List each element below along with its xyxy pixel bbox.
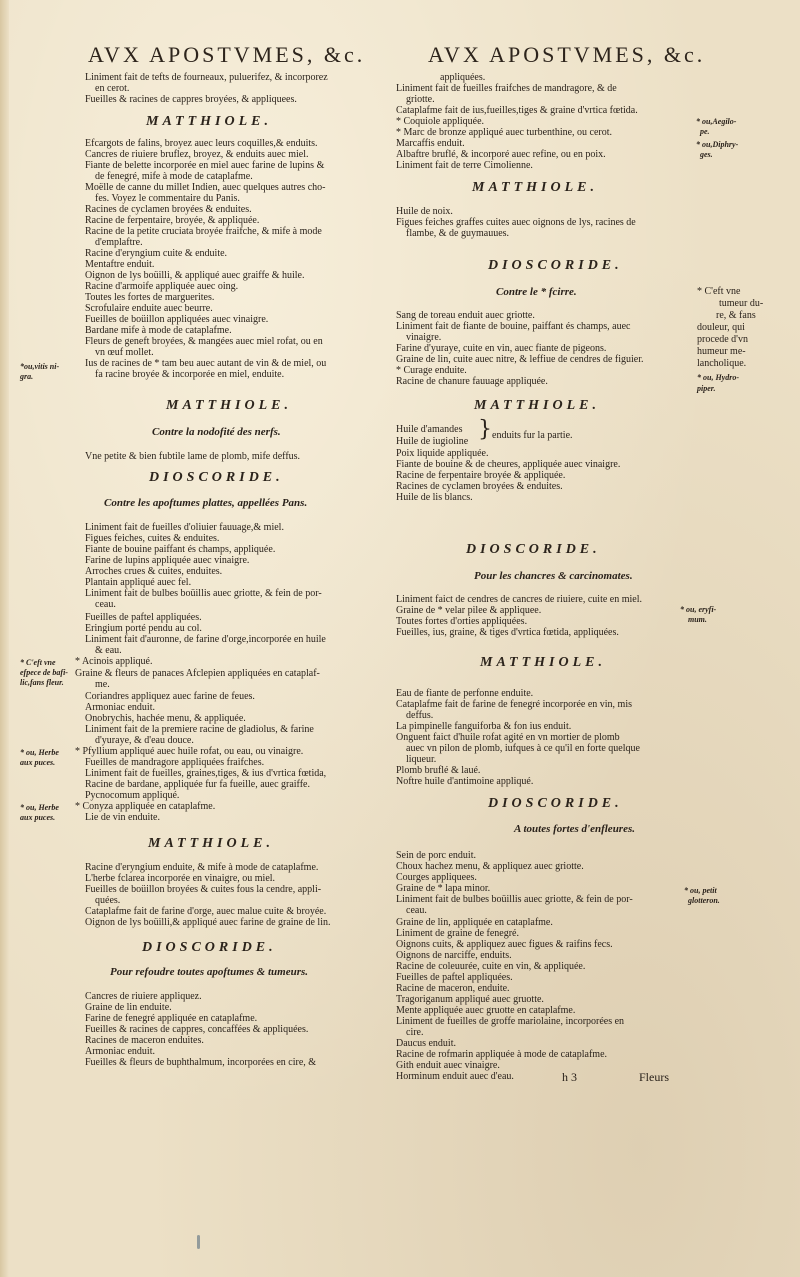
section-heading: MATTHIOLE. [474,398,600,413]
margin-note: * ou,Diphry- [696,140,739,149]
text-line: Choux hachez menu, & appliquez auec griotte. [396,861,584,872]
text-line: Liniment fait de tefts de fourneaux, puluerifez, & incorporez [85,72,328,83]
text-line: Daucus enduit. [396,1038,456,1049]
text-line: Racine de ferpentaire, broyée, & appliquée. [85,215,260,226]
text-line: Racine d'armoife appliquée auec oing. [85,281,239,292]
margin-note: aux puces. [20,813,56,822]
text-line: Liniment de fueilles de groffe mariolaine, incorporées en [396,1016,625,1027]
text-line: Fueilles de boüillon appliquées auec vinaigre. [85,314,269,325]
text-line: Racines de cyclamen broyées & enduites. [85,204,252,215]
text-line: La pimpinelle fanguiforba & fon ius enduit. [396,721,572,732]
section-subheading: Contre la nodofité des nerfs. [152,426,281,438]
text-line: Cataplafme fait de ius,fueilles,tiges & graine d'vrtica fœtida. [396,105,638,116]
text-line: Albaftre bruflé, & incorporé auec refine, ou en poix. [396,149,606,160]
text-line: Liniment fait de fueilles fraifches de mandragore, & de [396,83,617,94]
text-line: Figues feiches graffes cuites auec oignons de lys, racines de [396,217,636,228]
margin-note: * ou, petit [684,886,717,895]
text-line: Liniment de graine de fenegré. [396,928,519,939]
section-subheading: A toutes fortes d'enfleures. [514,823,636,835]
text-line: Poix liquide appliquée. [396,448,489,459]
text-line: vinaigre. [406,332,442,343]
side-gloss: tumeur du- [719,298,764,309]
brace-symbol: } [478,417,492,442]
text-line: Tragoriganum appliqué auec gruotte. [396,994,544,1005]
section-subheading: Pour les chancres & carcinomates. [474,570,633,582]
text-line: Fiante de bouine & de cheures, appliquée auec vinaigre. [396,459,621,470]
text-line: Eau de fiante de perfonne enduite. [396,688,534,699]
text-line: fes. Voyez le commentaire du Panis. [95,193,240,204]
text-line: Graine de * lapa minor. [396,883,491,894]
text-line: * Pfyllium appliqué auec huile rofat, ou eau, ou vinaigre. [75,746,304,757]
margin-note: glotteron. [688,896,720,905]
text-line: Gith enduit auec vinaigre. [396,1060,500,1071]
section-heading: DIOSCORIDE. [466,542,601,557]
text-line: Liniment fait de bulbes boüillis auec griotte, & fein de por- [396,894,633,905]
text-line: Fiante de bouine paiffant és champs, appliquée. [85,544,276,555]
text-line: Oignon de lys boüilli, & appliqué auec graiffe & huile. [85,270,305,281]
text-line: Racine de maceron, enduite. [396,983,510,994]
text-line: Fueilles de boüillon broyées & cuites fous la cendre, appli- [85,884,322,895]
text-line: * Coquiole appliquée. [396,116,485,127]
section-heading: DIOSCORIDE. [149,470,284,485]
text-line: griotte. [406,94,435,105]
margin-note: * ou, Herbe [20,803,59,812]
text-line: Plantain appliqué auec fel. [85,577,192,588]
margin-note: * C'eft vne [20,658,56,667]
text-line: fa racine broyée & incorporée en miel, enduite. [95,369,285,380]
text-line: Mente appliquée auec gruotte en cataplafme. [396,1005,576,1016]
text-line: Fleurs de geneft broyées, & mangées auec miel rofat, ou en [85,336,323,347]
text-line: Racine de chanure fauuage appliquée. [396,376,548,387]
page-binding-edge [0,0,9,1277]
text-line: Liniment fait de la premiere racine de gladiolus, & farine [85,724,314,735]
text-line: Cancres de riuiere bruflez, broyez, & enduits auec miel. [85,149,309,160]
text-line: Arroches crues & cuites, enduites. [85,566,223,577]
text-line: Racine d'eryngium cuite & enduite. [85,248,228,259]
text-line: Efcargots de falins, broyez auec leurs coquilles,& enduits. [85,138,318,149]
text-line: auec vn pilon de plomb, iufques à ce qu'il en forte quelque [406,743,640,754]
text-line: Onobrychis, hachée menu, & appliquée. [85,713,246,724]
margin-note: gra. [20,372,34,381]
margin-note: ges. [700,150,713,159]
text-line: ceau. [406,905,427,916]
text-line: Mentaftre enduit. [85,259,155,270]
text-line: Farine de lupins appliquée auec vinaigre. [85,555,250,566]
text-line: d'emplaftre. [95,237,143,248]
text-line: Racine de bardane, appliquée fur fa fueille, auec graiffe. [85,779,310,790]
section-heading: MATTHIOLE. [166,398,292,413]
side-gloss: procede d'vn [697,334,748,345]
text-line: Graine & fleurs de panaces Afclepien appliquées en cataplaf- [75,668,320,679]
text-line: Liniment fait d'auronne, de farine d'orge,incorporée en huile [85,634,326,645]
text-line: L'herbe fclarea incorporée en vinaigre, ou miel. [85,873,276,884]
text-line: Huile de iugioline [396,436,469,447]
side-gloss: lancholique. [697,358,747,369]
text-line: Bardane mife à mode de cataplafme. [85,325,232,336]
text-line: * Marc de bronze appliqué auec turbenthine, ou cerot. [396,127,613,138]
text-line: & eau. [95,645,122,656]
text-line: Racine de rofmarin appliquée à mode de cataplafme. [396,1049,608,1060]
text-line: Cancres de riuiere appliquez. [85,991,202,1002]
margin-note: lic,fans fleur. [20,678,64,687]
text-line: Onguent faict d'huile rofat agité en vn mortier de plomb [396,732,620,743]
text-line: Scrofulaire enduite auec beurre. [85,303,213,314]
text-line: Racine de la petite cruciata broyée fraifche, & mife à mode [85,226,322,237]
margin-note: * ou, Hydro- [697,373,739,382]
text-line: Liniment fait de fiante de bouine, paiffant és champs, auec [396,321,631,332]
margin-note: pe. [700,127,710,136]
side-gloss: re, & fans [716,310,756,321]
text-line: Moëlle de canne du millet Indien, auec quelques autres cho- [85,182,326,193]
section-heading: DIOSCORIDE. [488,258,623,273]
margin-note: aux puces. [20,758,56,767]
margin-note: * ou, Herbe [20,748,59,757]
text-line: Plomb bruflé & laué. [396,765,481,776]
section-subheading: Contre les apoftumes plattes, appellées Pans. [104,497,308,509]
text-line: flambe, & de guymauues. [406,228,510,239]
text-line: * Acinois appliqué. [75,656,153,667]
text-line: deffus. [406,710,434,721]
text-line: Figues feiches, cuites & enduites. [85,533,220,544]
text-line: enduits fur la partie. [492,430,573,441]
text-line: Horminum enduit auec d'eau. [396,1071,514,1082]
text-line: Fiante de belette incorporée en miel auec farine de lupins & [85,160,325,171]
left-running-head: AVX APOSTVMES, &c. [88,42,366,67]
text-line: Cataplafme fait de farine de fenegré incorporée en vin, mis [396,699,633,710]
section-subheading: Pour refoudre toutes apoftumes & tumeurs. [110,966,309,978]
text-line: * Curage enduite. [396,365,467,376]
text-line: Cataplafme fait de farine d'orge, auec malue cuite & broyée. [85,906,327,917]
text-line: Oignons de narciffe, enduits. [396,950,512,961]
text-line: Liniment fait de terre Cimolienne. [396,160,533,171]
text-line: Armoniac enduit. [85,1046,155,1057]
text-line: Marcaffis enduit. [396,138,465,149]
margin-note: * ou, eryfi- [680,605,717,614]
text-line: Liniment fait de fueilles d'oliuier fauuage,& miel. [85,522,284,533]
text-line: Farine de fenegré appliquée en cataplafme. [85,1013,258,1024]
text-line: * Conyza appliquée en cataplafme. [75,801,216,812]
section-heading: DIOSCORIDE. [488,796,623,811]
text-line: Racines de cyclamen broyées & enduites. [396,481,563,492]
margin-note: mum. [688,615,707,624]
margin-note: efpece de bafi- [20,668,68,677]
right-running-head: AVX APOSTVMES, &c. [428,42,706,67]
text-line: Oignon de lys boüilli,& appliqué auec farine de graine de lin. [85,917,331,928]
text-line: Armoniac enduit. [85,702,155,713]
text-line: me. [95,679,110,690]
text-line: Lie de vin enduite. [85,812,160,823]
text-line: Fueilles de mandragore appliquées fraifches. [85,757,265,768]
text-line: Liniment fait de fueilles, graines,tiges, & ius d'vrtica fœtida, [85,768,327,779]
text-line: Oignons cuits, & appliquez auec figues & raifins fecs. [396,939,613,950]
ink-stain [197,1235,200,1249]
side-gloss: humeur me- [697,346,746,357]
text-line: Sang de toreau enduit auec griotte. [396,310,535,321]
text-line: d'yuraye, & d'eau douce. [95,735,194,746]
section-subheading: Contre le * fcirre. [496,286,577,298]
text-line: Racine d'eryngium enduite, & mife à mode de cataplafme. [85,862,319,873]
text-line: Toutes fortes d'orties appliquées. [396,616,528,627]
text-line: quées. [95,895,121,906]
text-line: liqueur. [406,754,437,765]
text-line: Sein de porc enduit. [396,850,476,861]
text-line: Graine de * velar pilee & appliquee. [396,605,542,616]
text-line: Courges appliquees. [396,872,477,883]
margin-note: * ou,Aegilo- [696,117,737,126]
text-line: Fueilles de paftel appliquées. [85,612,202,623]
section-heading: MATTHIOLE. [472,180,598,195]
text-line: Pycnocomum appliqué. [85,790,180,801]
text-line: Graine de lin, cuite auec nitre, & leffiue de cendres de figuier. [396,354,644,365]
text-line: de fenegré, mife à mode de cataplafme. [95,171,253,182]
text-line: Graine de lin, appliquée en cataplafme. [396,917,553,928]
text-line: ceau. [95,599,116,610]
side-gloss: douleur, qui [697,322,745,333]
text-line: Vne petite & bien fubtile lame de plomb, mife deffus. [85,451,301,462]
text-line: Huile d'amandes [396,424,463,435]
signature-mark: h 3 [562,1070,577,1084]
text-line: Racines de maceron enduites. [85,1035,204,1046]
text-line: vn œuf mollet. [95,347,154,358]
text-line: Eringium porté pendu au col. [85,623,202,634]
text-line: Huile de lis blancs. [396,492,473,503]
section-heading: MATTHIOLE. [148,836,274,851]
text-line: Coriandres appliquez auec farine de feues. [85,691,255,702]
text-line: Toutes les fortes de marguerites. [85,292,215,303]
text-line: Graine de lin enduite. [85,1002,172,1013]
text-line: Fueilles & racines de cappres, concaffées & appliquées. [85,1024,309,1035]
margin-note: piper. [697,384,716,393]
text-line: Fueilles & fleurs de buphthalmum, incorporées en cire, & [85,1057,317,1068]
text-line: en cerot. [95,83,130,94]
margin-note: *ou,vitis ni- [20,362,60,371]
text-line: Liniment fait de bulbes boüillis auec griotte, & fein de por- [85,588,322,599]
text-line: Farine d'yuraye, cuite en vin, auec fiante de pigeons. [396,343,607,354]
side-gloss: * C'eft vne [697,286,741,297]
section-heading: MATTHIOLE. [480,655,606,670]
text-line: Fueilles & racines de cappres broyées, & appliquees. [85,94,297,105]
catchword: Fleurs [639,1070,669,1084]
text-line: appliquées. [440,72,486,83]
text-line: cire. [406,1027,424,1038]
section-heading: DIOSCORIDE. [142,940,277,955]
text-line: Ius de racines de * tam beu auec autant de vin & de miel, ou [85,358,327,369]
text-line: Huile de noix. [396,206,453,217]
text-line: Fueilles de paftel appliquées. [396,972,513,983]
text-line: Liniment faict de cendres de cancres de riuiere, cuite en miel. [396,594,642,605]
text-line: Noftre huile d'antimoine appliqué. [396,776,534,787]
text-line: Fueilles, ius, graine, & tiges d'vrtica fœtida, appliquées. [396,627,619,638]
text-line: Racine de coleuurée, cuite en vin, & appliquée. [396,961,586,972]
section-heading: MATTHIOLE. [146,114,272,129]
text-line: Racine de ferpentaire broyée & appliquée. [396,470,566,481]
